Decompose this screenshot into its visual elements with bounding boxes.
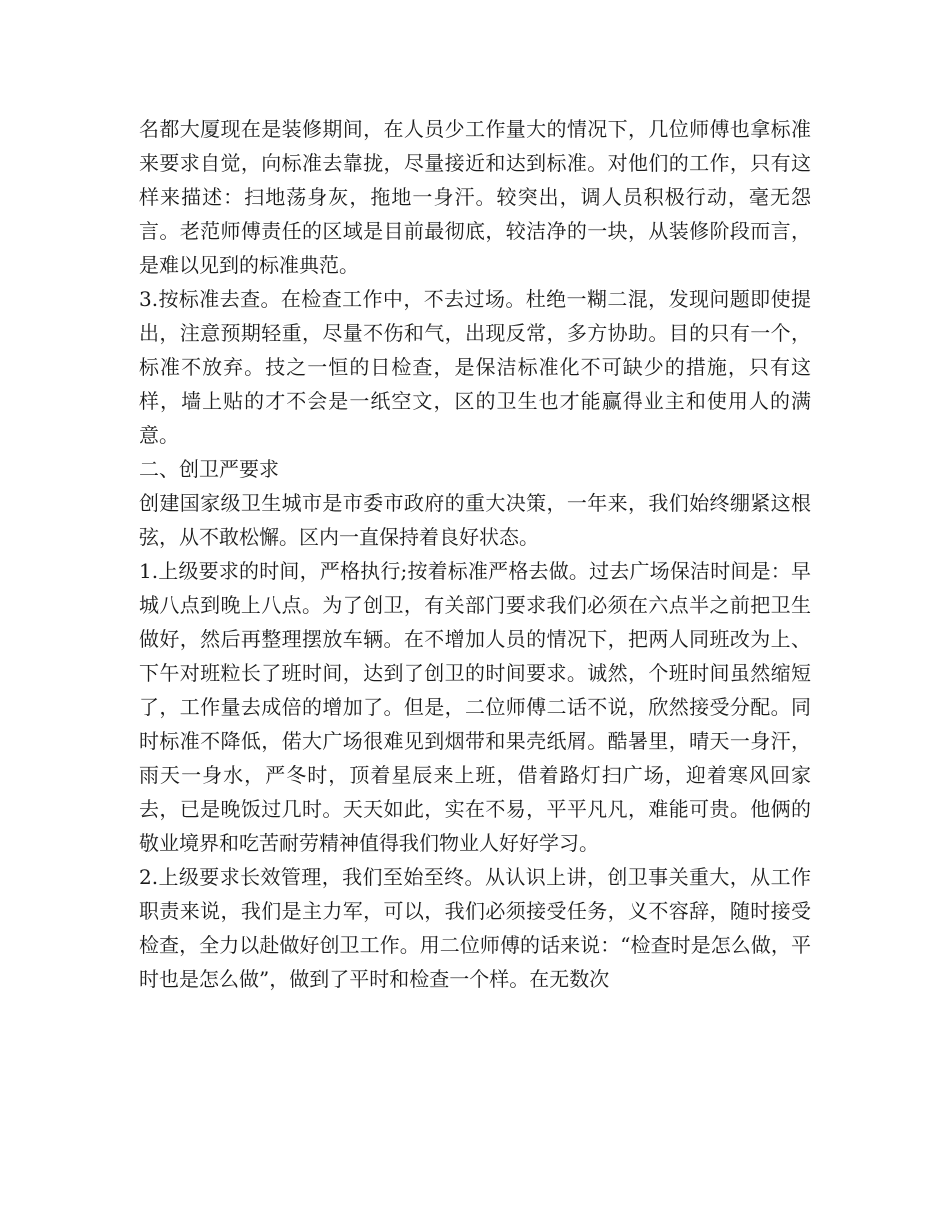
paragraph-sanitation-intro: 创建国家级卫生城市是市委市政府的重大决策，一年来，我们始终绷紧这根弦，从不敢松懈。区内一直保持着良好状态。 <box>139 491 811 549</box>
document-body <box>139 112 811 996</box>
paragraph-schedule: 1.上级要求的时间，严格执行;按着标准严格去做。过去广场保洁时间是：早城八点到晚上八点。为了创卫，有关部门要求我们必须在六点半之前把卫生做好，然后再整理摆放车辆。在不增加人员的情况下，把两人同班改为上、下午对班粒长了班时间，达到了创卫的时间要求。诚然，个班时间虽然缩短了，工作量去成倍的增加了。但是，二位师傅二话不说，欣然接受分配。同时标准不降低，偌大广场很难见到烟带和果壳纸屑。酷暑里，晴天一身汗，雨天一身水，严冬时，顶着星辰来上班，借着路灯扫广场，迎着寒风回家去，已是晚饭过几时。天天如此，实在不易，平平凡凡，难能可贵。他俩的敬业境界和吃苦耐劳精神值得我们物业人好好学习。 <box>139 559 811 855</box>
paragraph-renovation: 名都大厦现在是装修期间，在人员少工作量大的情况下，几位师傅也拿标准来要求自觉，向标准去靠拢，尽量接近和达到标准。对他们的工作，只有这样来描述：扫地荡身灰，拖地一身汗。较突出，调人员积极行动，毫无怨言。老范师傅责任的区域是目前最彻底，较洁净的一块，从装修阶段而言，是难以见到的标准典范。 <box>139 117 811 277</box>
paragraph-inspection: 3.按标准去查。在检查工作中，不去过场。杜绝一糊二混，发现问题即使提出，注意预期轻重，尽量不伤和气，出现反常，多方协助。目的只有一个，标准不放弃。技之一恒的日检查，是保洁标准化不可缺少的措施，只有这样，墙上贴的才不会是一纸空文，区的卫生也才能赢得业主和使用人的满意。 <box>139 287 811 447</box>
paragraph-long-term: 2.上级要求长效管理，我们至始至终。从认识上讲，创卫事关重大，从工作职责来说，我们是主力军，可以，我们必须接受任务，义不容辞，随时接受检查，全力以赴做好创卫工作。用二位师傅的话来说：“检查时是怎么做，平时也是怎么做”，做到了平时和检查一个样。在无数次 <box>139 865 811 991</box>
section-heading-sanitation: 二、创卫严要求 <box>139 457 279 481</box>
